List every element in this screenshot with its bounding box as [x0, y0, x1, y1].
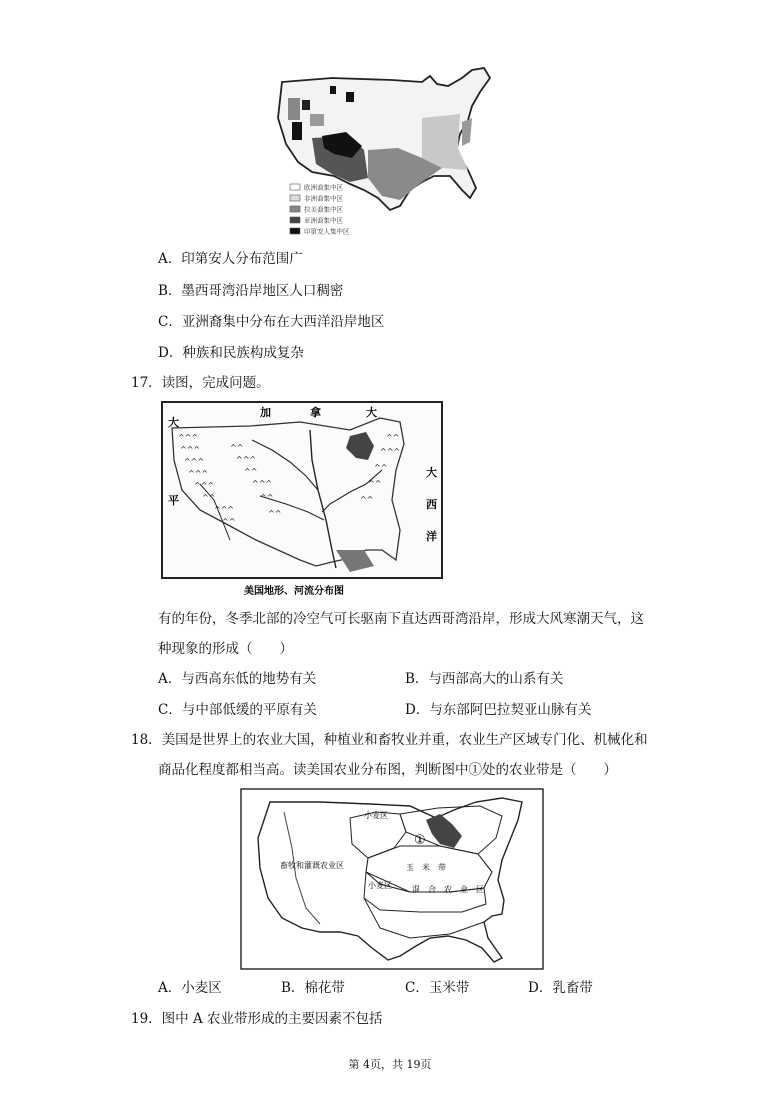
- svg-text:^^: ^^: [202, 493, 216, 502]
- terrain-label-da: 大: [366, 406, 377, 419]
- svg-text:^^: ^^: [360, 495, 374, 504]
- svg-text:^^^: ^^^: [252, 479, 273, 488]
- q18-stem-line2: 商品化程度都相当高。读美国农业分布图，判断图中①处的农业带是（ ）: [158, 762, 617, 778]
- q18-option-d[interactable]: D．乳畜带: [528, 980, 593, 996]
- q16-option-d[interactable]: D．种族和民族构成复杂: [158, 345, 304, 361]
- agri-label-corn-belt: 玉 米 带: [406, 863, 446, 872]
- map-legend: [290, 183, 350, 236]
- q16-option-a[interactable]: A．印第安人分布范围广: [158, 251, 303, 267]
- q18-stem-line1: 18．美国是世界上的农业大国，种植业和畜牧业并重，农业生产区域专门化、机械化和: [131, 732, 648, 748]
- q18-option-c[interactable]: C．玉米带: [405, 980, 470, 996]
- legend-swatch-4: [290, 217, 300, 223]
- us-ethnic-map: [272, 58, 498, 244]
- svg-text:^^^: ^^^: [194, 481, 215, 490]
- legend-swatch-3: [290, 206, 300, 212]
- legend-swatch-5: [290, 228, 300, 234]
- agri-label-ranching: 畜牧和灌溉农业区: [280, 861, 344, 870]
- svg-text:^^: ^^: [386, 433, 400, 442]
- svg-text:^^: ^^: [244, 467, 258, 476]
- region-north-black-2: [330, 86, 336, 94]
- legend-label-5: 印第安人集中区: [304, 227, 350, 236]
- agri-label-wheat-south: 小麦区: [368, 881, 392, 890]
- terrain-label-na: 拿: [310, 406, 321, 419]
- us-terrain-map-svg: [160, 400, 444, 600]
- legend-label-2: 非洲裔集中区: [304, 194, 343, 203]
- region-west-black-1: [292, 122, 302, 140]
- terrain-map-caption: 美国地形、河流分布图: [244, 586, 344, 597]
- terrain-label-jia: 加: [260, 406, 271, 419]
- terrain-map-frame: [162, 402, 442, 578]
- region-west-black-2: [302, 100, 310, 110]
- q17-paragraph-line1: 有的年份，冬季北部的冷空气可长驱南下直达西哥湾沿岸，形成大风寒潮天气，这: [158, 611, 644, 627]
- svg-text:^^: ^^: [368, 479, 382, 488]
- q17-option-d[interactable]: D．与东部阿巴拉契亚山脉有关: [405, 702, 592, 718]
- legend-swatch-2: [290, 195, 300, 201]
- q19-stem: 19．图中 A 农业带形成的主要因素不包括: [131, 1011, 383, 1027]
- us-agriculture-map: [240, 788, 544, 970]
- q17-option-a[interactable]: A．与西高东低的地势有关: [158, 671, 317, 687]
- svg-text:^^: ^^: [222, 517, 236, 526]
- us-terrain-map: [160, 400, 444, 600]
- legend-label-4: 亚洲裔集中区: [304, 216, 343, 225]
- svg-text:^^^: ^^^: [188, 469, 209, 478]
- terrain-label-xi: 西: [426, 498, 437, 511]
- q17-option-b[interactable]: B．与西部高大的山系有关: [405, 671, 564, 687]
- legend-label-1: 欧洲裔集中区: [304, 183, 343, 192]
- us-ethnic-map-svg: [272, 58, 498, 244]
- page-footer: 第 4页，共 19页: [348, 1058, 432, 1071]
- region-west-gray: [288, 98, 300, 120]
- q17-paragraph-line2: 种现象的形成（ ）: [158, 641, 293, 657]
- q18-option-a[interactable]: A．小麦区: [158, 980, 222, 996]
- agri-label-mixed: 混 合 农 业 区: [412, 885, 484, 894]
- region-northwest-gray: [310, 114, 324, 126]
- svg-text:^^: ^^: [260, 493, 274, 502]
- legend-swatch-1: [290, 184, 300, 190]
- svg-text:^^^: ^^^: [380, 447, 401, 456]
- region-east-coast-gray: [462, 118, 472, 146]
- svg-text:^^^: ^^^: [214, 505, 235, 514]
- q16-option-c[interactable]: C．亚洲裔集中分布在大西洋沿岸地区: [158, 314, 385, 330]
- svg-text:^^: ^^: [374, 463, 388, 472]
- svg-text:^^^: ^^^: [184, 457, 205, 466]
- terrain-label-ping: 平: [168, 494, 179, 507]
- q18-option-b[interactable]: B．棉花带: [281, 980, 345, 996]
- agri-label-circle-1: ①: [414, 833, 426, 848]
- terrain-label-yang: 洋: [426, 530, 437, 543]
- q17-option-c[interactable]: C．与中部低缓的平原有关: [158, 702, 317, 718]
- terrain-label-da-right: 大: [426, 466, 437, 479]
- svg-text:^^: ^^: [230, 443, 244, 452]
- q17-stem: 17．读图，完成问题。: [131, 375, 270, 391]
- q16-option-b[interactable]: B．墨西哥湾沿岸地区人口稠密: [158, 283, 344, 299]
- us-agriculture-map-svg: [240, 788, 544, 970]
- svg-text:^^^: ^^^: [180, 445, 201, 454]
- agri-label-wheat-north: 小麦区: [364, 811, 388, 820]
- svg-text:^^^: ^^^: [236, 455, 257, 464]
- terrain-label-da-left: 大: [168, 416, 179, 429]
- svg-text:^^: ^^: [268, 509, 282, 518]
- svg-text:^^^: ^^^: [178, 433, 199, 442]
- legend-label-3: 拉美裔集中区: [304, 205, 343, 214]
- region-north-black: [346, 92, 354, 102]
